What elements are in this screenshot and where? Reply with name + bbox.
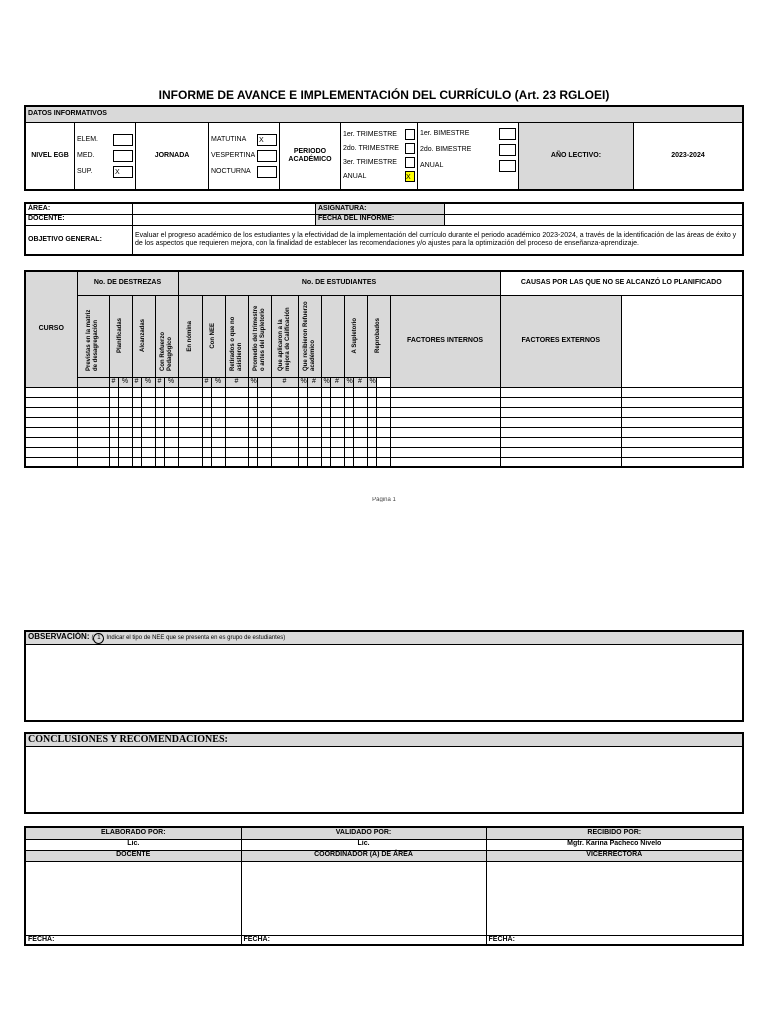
table-cell[interactable] <box>307 457 321 467</box>
table-cell[interactable] <box>271 447 298 457</box>
table-cell[interactable] <box>25 427 77 437</box>
table-cell[interactable] <box>344 387 353 397</box>
est-col-reprobados: Reprobados <box>367 295 390 377</box>
table-row <box>25 397 743 407</box>
table-cell[interactable] <box>257 447 271 457</box>
table-cell[interactable] <box>330 457 344 467</box>
table-cell[interactable] <box>118 397 132 407</box>
table-cell[interactable] <box>353 447 367 457</box>
table-cell[interactable] <box>344 447 353 457</box>
table-cell[interactable] <box>271 427 298 437</box>
table-cell[interactable] <box>500 427 621 437</box>
validado-name: Lic. <box>241 839 486 850</box>
table-cell[interactable] <box>330 437 344 447</box>
causas-header: CAUSAS POR LAS QUE NO SE ALCANZÓ LO PLANIFICADO <box>500 271 743 295</box>
table-cell[interactable] <box>622 457 743 467</box>
table-cell[interactable] <box>307 437 321 447</box>
table-cell[interactable] <box>164 447 178 457</box>
elaborado-name: Lic. <box>25 839 241 850</box>
table-cell[interactable] <box>132 387 141 397</box>
table-cell[interactable] <box>211 407 225 417</box>
table-cell[interactable] <box>298 447 307 457</box>
table-cell[interactable] <box>155 427 164 437</box>
table-cell[interactable] <box>25 447 77 457</box>
table-cell[interactable] <box>225 387 248 397</box>
table-cell[interactable] <box>248 397 257 407</box>
table-cell[interactable] <box>202 437 211 447</box>
table-cell[interactable] <box>390 457 500 467</box>
table-cell[interactable] <box>622 387 743 397</box>
table-cell[interactable] <box>109 417 118 427</box>
table-cell[interactable] <box>330 397 344 407</box>
table-cell[interactable] <box>248 437 257 447</box>
bimestre-checkbox-1[interactable] <box>499 128 516 140</box>
table-cell[interactable] <box>321 437 330 447</box>
table-cell[interactable] <box>141 447 155 457</box>
anual-checkbox[interactable]: X <box>405 171 415 182</box>
table-cell[interactable] <box>500 387 621 397</box>
table-cell[interactable] <box>390 407 500 417</box>
table-cell[interactable] <box>367 407 376 417</box>
dest-col-refuerzo: Con Refuerzo Pedagógico <box>155 295 178 377</box>
est-col-nomina: En nómina <box>178 295 202 377</box>
anio-label: AÑO LECTIVO: <box>519 122 634 190</box>
bimestre-checkbox-2[interactable] <box>499 144 516 156</box>
table-cell[interactable] <box>202 447 211 457</box>
table-cell[interactable] <box>155 447 164 457</box>
table-cell[interactable] <box>77 407 109 417</box>
periodo-label: PERIODO ACADÉMICO <box>280 122 341 190</box>
table-cell[interactable] <box>353 427 367 437</box>
table-cell[interactable] <box>622 417 743 427</box>
table-cell[interactable] <box>298 427 307 437</box>
est-col-refuerzo: Que recibieron Refuerzo académico <box>298 295 321 377</box>
fecha-informe-label: FECHA DEL INFORME: <box>316 214 445 225</box>
table-cell[interactable] <box>77 387 109 397</box>
report-title: INFORME DE AVANCE E IMPLEMENTACIÓN DEL CURRÍCULO (Art. 23 RGLOEI) <box>158 88 610 102</box>
table-cell[interactable] <box>500 417 621 427</box>
table-cell[interactable] <box>321 457 330 467</box>
table-cell[interactable] <box>225 447 248 457</box>
destrezas-header: No. DE DESTREZAS <box>77 271 178 295</box>
table-cell[interactable] <box>344 397 353 407</box>
level-checkbox-med[interactable] <box>113 150 133 162</box>
table-cell[interactable] <box>109 457 118 467</box>
table-cell[interactable] <box>390 447 500 457</box>
table-cell[interactable] <box>225 397 248 407</box>
table-cell[interactable] <box>257 407 271 417</box>
table-cell[interactable] <box>211 387 225 397</box>
table-cell[interactable] <box>202 417 211 427</box>
est-col-supletorio: A Supletorio <box>344 295 367 377</box>
table-cell[interactable] <box>178 417 202 427</box>
recibido-name: Mgtr. Karina Pacheco Nivelo <box>486 839 743 850</box>
table-cell[interactable] <box>330 387 344 397</box>
table-cell[interactable] <box>25 387 77 397</box>
table-cell[interactable] <box>330 407 344 417</box>
observacion-header: OBSERVACIÓN: ( 1 Indicar el tipo de NEE que se presenta en es grupo de estudiantes) <box>25 631 743 645</box>
table-cell[interactable] <box>118 427 132 437</box>
table-cell[interactable] <box>622 407 743 417</box>
table-cell[interactable] <box>155 397 164 407</box>
table-cell[interactable] <box>257 387 271 397</box>
dest-col-alcanzadas: Alcanzadas <box>132 295 155 377</box>
table-cell[interactable] <box>298 457 307 467</box>
factores-externos-header: FACTORES EXTERNOS <box>500 295 621 387</box>
table-cell[interactable] <box>321 407 330 417</box>
table-cell[interactable] <box>271 417 298 427</box>
table-body <box>25 387 743 467</box>
objetivo-label: OBJETIVO GENERAL: <box>25 225 133 255</box>
table-cell[interactable] <box>298 407 307 417</box>
table-cell[interactable] <box>164 457 178 467</box>
table-cell[interactable] <box>390 397 500 407</box>
table-cell[interactable] <box>344 437 353 447</box>
table-cell[interactable] <box>376 397 390 407</box>
table-cell[interactable] <box>225 457 248 467</box>
circled-number-icon: 1 <box>93 633 104 644</box>
table-cell[interactable] <box>202 387 211 397</box>
table-cell[interactable] <box>109 427 118 437</box>
table-cell[interactable] <box>164 397 178 407</box>
table-cell[interactable] <box>77 457 109 467</box>
table-cell[interactable] <box>178 427 202 437</box>
table-cell[interactable] <box>141 437 155 447</box>
table-cell[interactable] <box>164 417 178 427</box>
elaborado-header: ELABORADO POR: <box>25 827 241 839</box>
table-cell[interactable] <box>257 457 271 467</box>
table-cell[interactable] <box>211 417 225 427</box>
table-cell[interactable] <box>271 457 298 467</box>
table-cell[interactable] <box>118 387 132 397</box>
table-cell[interactable] <box>376 447 390 457</box>
est-col-mejora-pct <box>321 295 344 377</box>
table-cell[interactable] <box>330 417 344 427</box>
table-cell[interactable] <box>25 397 77 407</box>
est-col-retirados: Retirados o que no asistieron <box>225 295 248 377</box>
level-checkbox-sup[interactable]: X <box>113 166 133 178</box>
firma-vicerrectora-field[interactable] <box>486 861 743 935</box>
table-cell[interactable] <box>321 397 330 407</box>
table-cell[interactable] <box>500 457 621 467</box>
table-cell[interactable] <box>132 397 141 407</box>
anio-value: 2023-2024 <box>634 122 744 190</box>
table-cell[interactable] <box>257 397 271 407</box>
objetivo-text: Evaluar el progreso académico de los estudiantes y la efectividad de la implementación del currículo durante el periodo académico 2023-2024, a través de la identificación de las áreas de éxito y de los aspectos que requieren mejora, con la finalidad de establecer las recomendaciones y/o ajustes para la optimización del proceso de enseñanza-aprendizaje. <box>133 225 744 255</box>
table-cell[interactable] <box>132 427 141 437</box>
table-cell[interactable] <box>353 437 367 447</box>
table-cell[interactable] <box>118 437 132 447</box>
table-cell[interactable] <box>178 437 202 447</box>
table-cell[interactable] <box>225 427 248 437</box>
table-cell[interactable] <box>257 437 271 447</box>
table-cell[interactable] <box>77 397 109 407</box>
table-cell[interactable] <box>141 397 155 407</box>
table-cell[interactable] <box>367 427 376 437</box>
table-cell[interactable] <box>141 417 155 427</box>
area-field[interactable] <box>133 203 316 214</box>
table-cell[interactable] <box>390 437 500 447</box>
table-cell[interactable] <box>307 387 321 397</box>
docente-label: DOCENTE: <box>25 214 133 225</box>
table-cell[interactable] <box>211 427 225 437</box>
dest-col-planificadas: Planificadas <box>109 295 132 377</box>
table-cell[interactable] <box>500 437 621 447</box>
table-cell[interactable] <box>330 447 344 457</box>
table-cell[interactable] <box>178 457 202 467</box>
table-cell[interactable] <box>248 417 257 427</box>
table-cell[interactable] <box>118 447 132 457</box>
table-cell[interactable] <box>109 407 118 417</box>
progress-table <box>24 270 744 468</box>
table-cell[interactable] <box>178 397 202 407</box>
table-cell[interactable] <box>164 437 178 447</box>
vicerrectora-role: VICERRECTORA <box>486 850 743 861</box>
table-cell[interactable] <box>109 437 118 447</box>
table-cell[interactable] <box>77 447 109 457</box>
table-cell[interactable] <box>132 457 141 467</box>
table-row <box>25 407 743 417</box>
table-cell[interactable] <box>211 457 225 467</box>
est-col-nee: Con NEE <box>202 295 225 377</box>
table-row <box>25 427 743 437</box>
fecha-docente: FECHA: <box>25 935 241 945</box>
datos-header: DATOS INFORMATIVOS <box>25 106 743 122</box>
table-row <box>25 387 743 397</box>
table-cell[interactable] <box>211 437 225 447</box>
table-cell[interactable] <box>298 417 307 427</box>
table-cell[interactable] <box>202 407 211 417</box>
recibido-header: RECIBIDO POR: <box>486 827 743 839</box>
table-cell[interactable] <box>353 407 367 417</box>
table-cell[interactable] <box>321 417 330 427</box>
shift-options: MATUTINA X VESPERTINA NOCTURNA <box>209 122 280 190</box>
conclusiones-table <box>24 732 744 814</box>
table-cell[interactable] <box>164 427 178 437</box>
table-cell[interactable] <box>307 427 321 437</box>
level-checkbox-elem[interactable] <box>113 134 133 146</box>
table-cell[interactable] <box>25 407 77 417</box>
nivel-label: NIVEL EGB <box>25 122 75 190</box>
table-cell[interactable] <box>155 457 164 467</box>
table-cell[interactable] <box>118 407 132 417</box>
table-cell[interactable] <box>500 447 621 457</box>
table-cell[interactable] <box>109 447 118 457</box>
table-cell[interactable] <box>321 387 330 397</box>
asignatura-field[interactable] <box>445 203 744 214</box>
table-cell[interactable] <box>202 427 211 437</box>
table-cell[interactable] <box>248 447 257 457</box>
table-cell[interactable] <box>376 417 390 427</box>
table-cell[interactable] <box>367 417 376 427</box>
table-cell[interactable] <box>271 437 298 447</box>
table-cell[interactable] <box>353 457 367 467</box>
fecha-coordinador: FECHA: <box>241 935 486 945</box>
table-cell[interactable] <box>77 427 109 437</box>
table-cell[interactable] <box>248 427 257 437</box>
table-cell[interactable] <box>155 417 164 427</box>
table-cell[interactable] <box>248 457 257 467</box>
table-cell[interactable] <box>344 457 353 467</box>
table-cell[interactable] <box>118 417 132 427</box>
table-cell[interactable] <box>132 437 141 447</box>
table-cell[interactable] <box>376 437 390 447</box>
trimestre-checkbox-3[interactable] <box>405 157 415 168</box>
table-cell[interactable] <box>307 447 321 457</box>
trimestre-options: 1er. TRIMESTRE 2do. TRIMESTRE 3er. TRIMESTRE ANUAL X <box>341 122 418 190</box>
table-cell[interactable] <box>622 397 743 407</box>
table-cell[interactable] <box>344 427 353 437</box>
table-cell[interactable] <box>376 457 390 467</box>
observacion-table <box>24 630 744 722</box>
table-cell[interactable] <box>248 387 257 397</box>
docente-field[interactable] <box>133 214 316 225</box>
table-cell[interactable] <box>321 447 330 457</box>
table-cell[interactable] <box>271 387 298 397</box>
table-row <box>25 417 743 427</box>
area-label: ÁREA: <box>25 203 133 214</box>
table-cell[interactable] <box>225 417 248 427</box>
table-cell[interactable] <box>141 427 155 437</box>
table-cell[interactable] <box>330 427 344 437</box>
table-cell[interactable] <box>390 427 500 437</box>
table-cell[interactable] <box>141 407 155 417</box>
table-cell[interactable] <box>155 387 164 397</box>
table-cell[interactable] <box>178 447 202 457</box>
table-cell[interactable] <box>141 457 155 467</box>
observacion-field[interactable] <box>25 645 743 721</box>
table-row <box>25 437 743 447</box>
table-row <box>25 457 743 467</box>
table-cell[interactable] <box>622 427 743 437</box>
table-cell[interactable] <box>500 407 621 417</box>
est-col-mejora: Que aplicaron a la mejora de Calificación <box>271 295 298 377</box>
bimestre-checkbox-anual[interactable] <box>499 160 516 172</box>
validado-header: VALIDADO POR: <box>241 827 486 839</box>
table-cell[interactable] <box>367 387 376 397</box>
table-cell[interactable] <box>178 387 202 397</box>
table-cell[interactable] <box>132 407 141 417</box>
dest-col-prevista: Previstas en la matriz de desagregación <box>77 295 109 377</box>
table-row <box>25 447 743 457</box>
curso-header: CURSO <box>25 271 77 387</box>
table-cell[interactable] <box>376 427 390 437</box>
table-cell[interactable] <box>376 387 390 397</box>
table-cell[interactable] <box>132 417 141 427</box>
bimestre-options: 1er. BIMESTRE 2do. BIMESTRE ANUAL <box>418 122 519 190</box>
table-cell[interactable] <box>307 407 321 417</box>
table-cell[interactable] <box>164 387 178 397</box>
est-col-promedio: Promedio del trimestre o antes del Supletorio <box>248 295 271 377</box>
datos-informativos-table <box>24 105 744 191</box>
table-cell[interactable] <box>178 407 202 417</box>
trimestre-checkbox-1[interactable] <box>405 129 415 140</box>
table-cell[interactable] <box>132 447 141 457</box>
table-cell[interactable] <box>25 417 77 427</box>
table-cell[interactable] <box>622 437 743 447</box>
table-cell[interactable] <box>353 387 367 397</box>
table-cell[interactable] <box>202 457 211 467</box>
table-cell[interactable] <box>155 437 164 447</box>
table-cell[interactable] <box>164 407 178 417</box>
table-cell[interactable] <box>367 447 376 457</box>
table-cell[interactable] <box>25 437 77 447</box>
table-cell[interactable] <box>390 387 500 397</box>
table-cell[interactable] <box>109 387 118 397</box>
table-cell[interactable] <box>202 397 211 407</box>
table-cell[interactable] <box>307 397 321 407</box>
asignatura-label: ASIGNATURA: <box>316 203 445 214</box>
table-cell[interactable] <box>298 437 307 447</box>
shift-checkbox-vespertina[interactable] <box>257 150 277 162</box>
trimestre-checkbox-2[interactable] <box>405 143 415 154</box>
table-cell[interactable] <box>376 407 390 417</box>
table-cell[interactable] <box>257 427 271 437</box>
table-cell[interactable] <box>225 407 248 417</box>
jornada-label: JORNADA <box>136 122 209 190</box>
fecha-informe-field[interactable] <box>445 214 744 225</box>
table-cell[interactable] <box>118 457 132 467</box>
factores-internos-header: FACTORES INTERNOS <box>390 295 500 387</box>
table-cell[interactable] <box>155 407 164 417</box>
table-cell[interactable] <box>344 417 353 427</box>
table-cell[interactable] <box>353 397 367 407</box>
table-cell[interactable] <box>257 417 271 427</box>
table-cell[interactable] <box>211 397 225 407</box>
subheader-row: # % # % # % # % # % # % # % # % # % <box>25 377 743 387</box>
coordinador-role: COORDINADOR (A) DE ÁREA <box>241 850 486 861</box>
info-table <box>24 202 744 256</box>
table-cell[interactable] <box>298 397 307 407</box>
fecha-vicerrectora: FECHA: <box>486 935 743 945</box>
table-cell[interactable] <box>367 397 376 407</box>
estudiantes-header: No. DE ESTUDIANTES <box>178 271 500 295</box>
table-cell[interactable] <box>109 397 118 407</box>
table-cell[interactable] <box>211 447 225 457</box>
firma-docente-field[interactable] <box>25 861 241 935</box>
table-cell[interactable] <box>271 397 298 407</box>
table-cell[interactable] <box>307 417 321 427</box>
table-cell[interactable] <box>298 387 307 397</box>
table-cell[interactable] <box>500 397 621 407</box>
level-options: ELEM. MED. SUP. X <box>75 122 136 190</box>
table-cell[interactable] <box>353 417 367 427</box>
firmas-table <box>24 826 744 946</box>
table-cell[interactable] <box>225 437 248 447</box>
table-cell[interactable] <box>248 407 257 417</box>
shift-checkbox-nocturna[interactable] <box>257 166 277 178</box>
conclusiones-field[interactable] <box>25 746 743 813</box>
table-cell[interactable] <box>367 457 376 467</box>
table-cell[interactable] <box>622 447 743 457</box>
table-cell[interactable] <box>25 457 77 467</box>
table-cell[interactable] <box>367 437 376 447</box>
table-cell[interactable] <box>271 407 298 417</box>
table-cell[interactable] <box>344 407 353 417</box>
shift-checkbox-matutina[interactable]: X <box>257 134 277 146</box>
table-cell[interactable] <box>77 417 109 427</box>
firma-coordinador-field[interactable] <box>241 861 486 935</box>
table-cell[interactable] <box>141 387 155 397</box>
page-label: Página 1 <box>372 497 396 502</box>
conclusiones-header: CONCLUSIONES Y RECOMENDACIONES: <box>25 733 743 746</box>
table-cell[interactable] <box>321 427 330 437</box>
docente-role: DOCENTE <box>25 850 241 861</box>
table-cell[interactable] <box>390 417 500 427</box>
table-cell[interactable] <box>77 437 109 447</box>
